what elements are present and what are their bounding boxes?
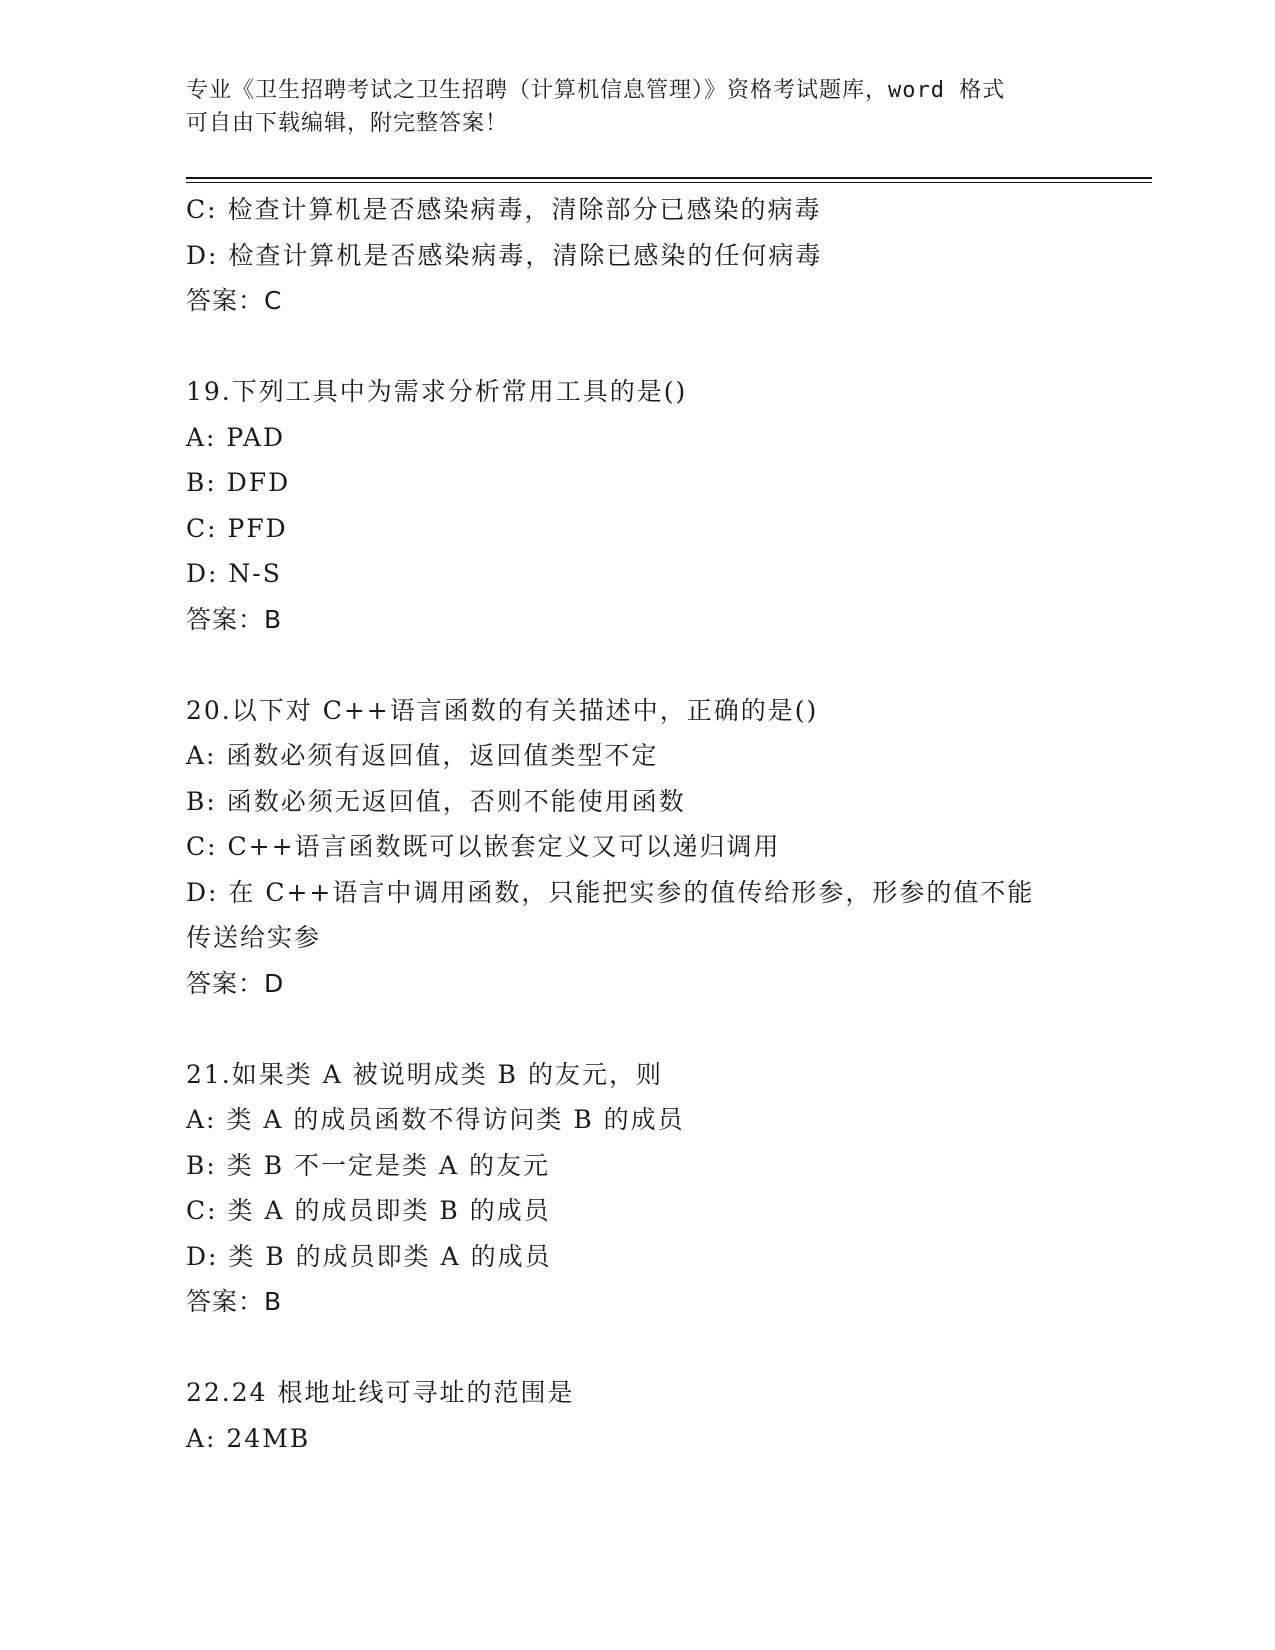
option-a: A: 24MB [186, 1423, 311, 1453]
question-block-19 [186, 369, 1086, 642]
question-stem: 22.24 根地址线可寻址的范围是 [186, 1378, 575, 1407]
question-block-21 [186, 1052, 1086, 1325]
spacer [186, 1325, 1086, 1371]
question-block-20 [186, 688, 1086, 1007]
answer-line: 答案：B [186, 604, 283, 634]
option-c: C: PFD [186, 513, 288, 543]
question-list [186, 187, 1086, 1461]
question-block-continued [186, 187, 1086, 324]
spacer [186, 1006, 1086, 1052]
header-line-1: 专业《卫生招聘考试之卫生招聘（计算机信息管理）》资格考试题库，word 格式 [186, 78, 1006, 103]
option-b: B: DFD [186, 468, 291, 497]
header-line-2: 可自由下载编辑，附完整答案！ [186, 111, 509, 136]
spacer [186, 642, 1086, 688]
option-a: A: 类 A 的成员函数不得访问类 B 的成员 [186, 1105, 685, 1134]
answer-line: 答案：D [186, 968, 285, 998]
question-block-22 [186, 1370, 1086, 1461]
option-c: C: 检查计算机是否感染病毒，清除部分已感染的病毒 [186, 195, 822, 224]
option-d: D: 在 C++语言中调用函数，只能把实参的值传给形参，形参的值不能 [186, 877, 1035, 907]
option-b: B: 函数必须无返回值，否则不能使用函数 [186, 786, 686, 816]
question-stem: 20.以下对 C++语言函数的有关描述中，正确的是() [186, 695, 819, 725]
answer-line: 答案：B [186, 1287, 283, 1316]
option-d: D: 类 B 的成员即类 A 的成员 [186, 1241, 552, 1271]
option-d: D: 检查计算机是否感染病毒，清除已感染的任何病毒 [186, 240, 823, 270]
header-divider-thin [186, 182, 1152, 183]
option-d: D: N-S [186, 559, 282, 588]
option-c: C: C++语言函数既可以嵌套定义又可以递归调用 [186, 832, 781, 861]
option-d-continuation: 传送给实参 [186, 923, 322, 952]
header-divider-thick [186, 177, 1152, 179]
option-a: A: PAD [186, 422, 286, 452]
question-stem: 19.下列工具中为需求分析常用工具的是() [186, 377, 688, 406]
option-c: C: 类 A 的成员即类 B 的成员 [186, 1196, 551, 1225]
question-stem: 21.如果类 A 被说明成类 B 的友元，则 [186, 1059, 663, 1089]
option-b: B: 类 B 不一定是类 A 的友元 [186, 1150, 550, 1180]
spacer [186, 324, 1086, 370]
option-a: A: 函数必须有返回值，返回值类型不定 [186, 741, 659, 770]
document-header [186, 74, 1066, 140]
answer-line: 答案：C [186, 286, 283, 315]
